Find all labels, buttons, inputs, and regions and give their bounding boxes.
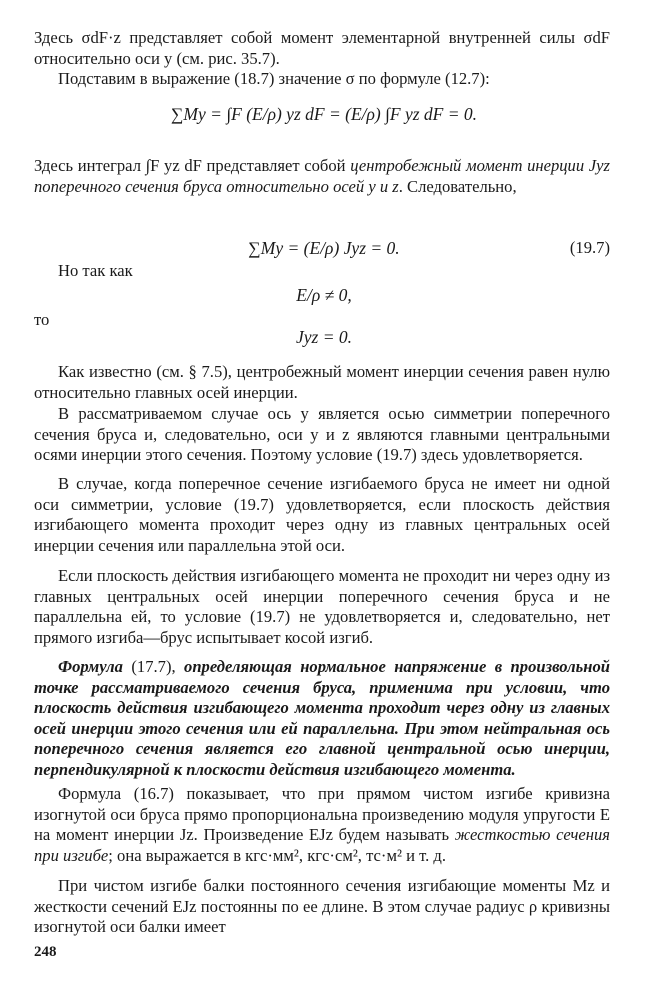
paragraph-8: В случае, когда поперечное сечение изгибаемого бруса не имеет ни одной оси симметрии, условие (19.7) удовлетворяется, если плоскость действия изгибающего момента проходит через одну из главных центральных осей инерции сечения или параллельна этой оси. — [34, 474, 610, 555]
paragraph-11-end: ; она выражается в кгс·мм², кгс·см², тс·м² и т. д. — [108, 845, 446, 865]
equation-2: ∑My = (E/ρ) Jyz = 0. — [248, 238, 400, 258]
paragraph-6: Как известно (см. § 7.5), центробежный момент инерции сечения равен нулю относительно главных осей инерции. — [34, 362, 610, 402]
paragraph-3 — [34, 155, 610, 197]
paragraph-10-rule: определяющая нормальное напряжение в произвольной точке рассматриваемого сечения бруса, применима при условии, что плоскость действия изгибающего момента проходит через одну из главных осей инерции этого сечения или ей параллельна. При этом нейтральная ось поперечного сечения является его главной центральной осью инерции, перпендикулярной к плоскости действия изгибающего момента. — [34, 657, 610, 779]
equation-3: E/ρ ≠ 0, — [296, 285, 352, 305]
paragraph-11 — [34, 784, 610, 866]
paragraph-5: то — [34, 310, 50, 329]
paragraph-2: Подставим в выражение (18.7) значение σ по формуле (12.7): — [58, 69, 490, 88]
paragraph-11-term: жесткостью сечения при изгибе — [34, 825, 610, 865]
equation-2-number: (19.7) — [569, 238, 610, 257]
paragraph-7: В рассматриваемом случае ось y является осью симметрии поперечного сечения бруса и, следовательно, оси y и z являются главными центральными осями инерции этого сечения. Поэтому условие (19.7) здесь удовлетворяется. — [34, 404, 610, 464]
equation-4: Jyz = 0. — [295, 327, 353, 347]
paragraph-4: Но так как — [58, 261, 133, 280]
paragraph-9: Если плоскость действия изгибающего момента не проходит ни через одну из главных центральных осей инерции поперечного сечения бруса и не параллельна ей, то условие (19.7) не удовлетворяется и, следовательно, нет прямого изгиба—брус испытывает косой изгиб. — [34, 566, 610, 647]
page-number: 248 — [34, 944, 57, 960]
paragraph-10 — [34, 657, 610, 780]
equation-1: ∑My = ∫F (E/ρ) yz dF = (E/ρ) ∫F yz dF = 0. — [170, 104, 478, 124]
paragraph-3-definition: центробежный момент инерции Jyz поперечного сечения бруса относительно осей y и z — [34, 156, 610, 196]
paragraph-10-lead: Формула — [58, 657, 123, 676]
paragraph-10-ref: (17.7), — [122, 657, 185, 676]
paragraph-11-start: Формула (16.7) показывает, что при прямом чистом изгибе кривизна изогнутой оси бруса прямо пропорциональна произведению модуля упругости E на момент инерции Jz. Произведение EJz будем называть — [34, 784, 610, 844]
paragraph-3-text: Здесь интеграл ∫F yz dF представляет собой — [34, 156, 351, 175]
paragraph-1: Здесь σdF·z представляет собой момент элементарной внутренней силы σdF относительно оси y (см. рис. 35.7). — [34, 28, 610, 68]
paragraph-12: При чистом изгибе балки постоянного сечения изгибающие моменты Mz и жесткости сечений EJz постоянны по ее длине. В этом случае радиус ρ кривизны изогнутой оси балки имеет — [34, 876, 610, 936]
paragraph-3-end: . Следовательно, — [398, 177, 517, 196]
